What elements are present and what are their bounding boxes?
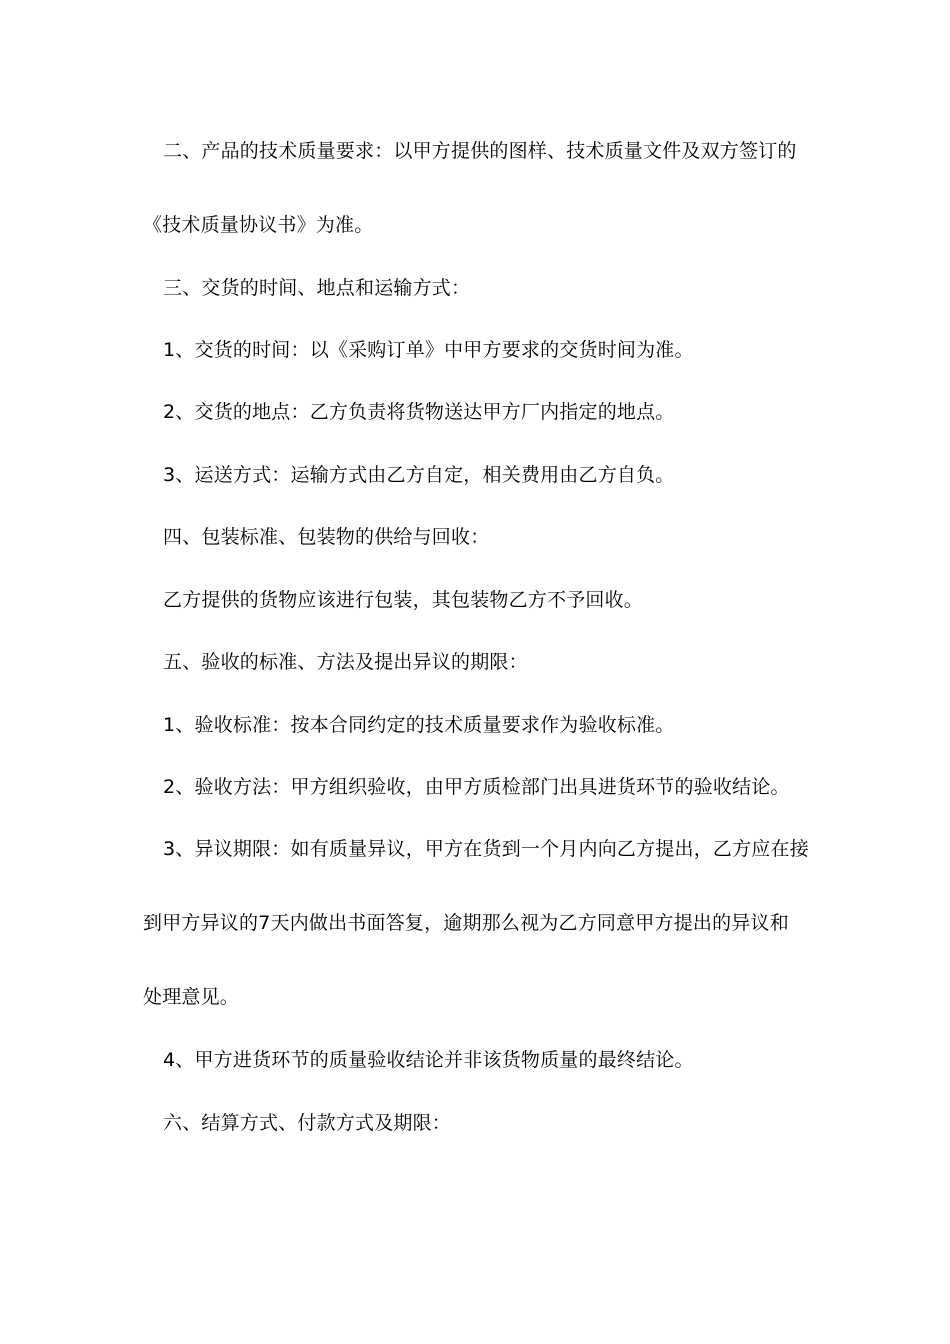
section-4-heading: 四、包装标准、包装物的供给与回收： [163, 526, 490, 548]
section-3-item-2: 2、交货的地点：乙方负责将货物送达甲方厂内指定的地点。 [163, 401, 675, 423]
section-3-item-1: 1、交货的时间：以《采购订单》中甲方要求的交货时间为准。 [163, 339, 694, 361]
section-5-item-1: 1、验收标准：按本合同约定的技术质量要求作为验收标准。 [163, 714, 675, 736]
section-6-heading: 六、结算方式、付款方式及期限： [163, 1112, 452, 1134]
section-3-heading: 三、交货的时间、地点和运输方式： [163, 277, 471, 299]
section-5-item-3: 3、异议期限：如有质量异议，甲方在货到一个月内向乙方提出，乙方应在接 [163, 838, 809, 860]
section-5-item-3-continuation-2: 处理意见。 [143, 986, 240, 1008]
section-2-heading: 二、产品的技术质量要求：以甲方提供的图样、技术质量文件及双方签订的 [163, 140, 797, 162]
section-5-item-3-continuation-1: 到甲方异议的7天内做出书面答复，逾期那么视为乙方同意甲方提出的异议和 [143, 912, 789, 934]
section-3-item-3: 3、运送方式：运输方式由乙方自定，相关费用由乙方自负。 [163, 464, 675, 486]
section-5-heading: 五、验收的标准、方法及提出异议的期限： [163, 651, 528, 673]
section-5-item-2: 2、验收方法：甲方组织验收，由甲方质检部门出具进货环节的验收结论。 [163, 776, 790, 798]
section-4-body: 乙方提供的货物应该进行包装，其包装物乙方不予回收。 [163, 589, 644, 611]
section-5-item-4: 4、甲方进货环节的质量验收结论并非该货物质量的最终结论。 [163, 1049, 694, 1071]
section-2-continuation: 《技术质量协议书》为准。 [143, 214, 374, 236]
